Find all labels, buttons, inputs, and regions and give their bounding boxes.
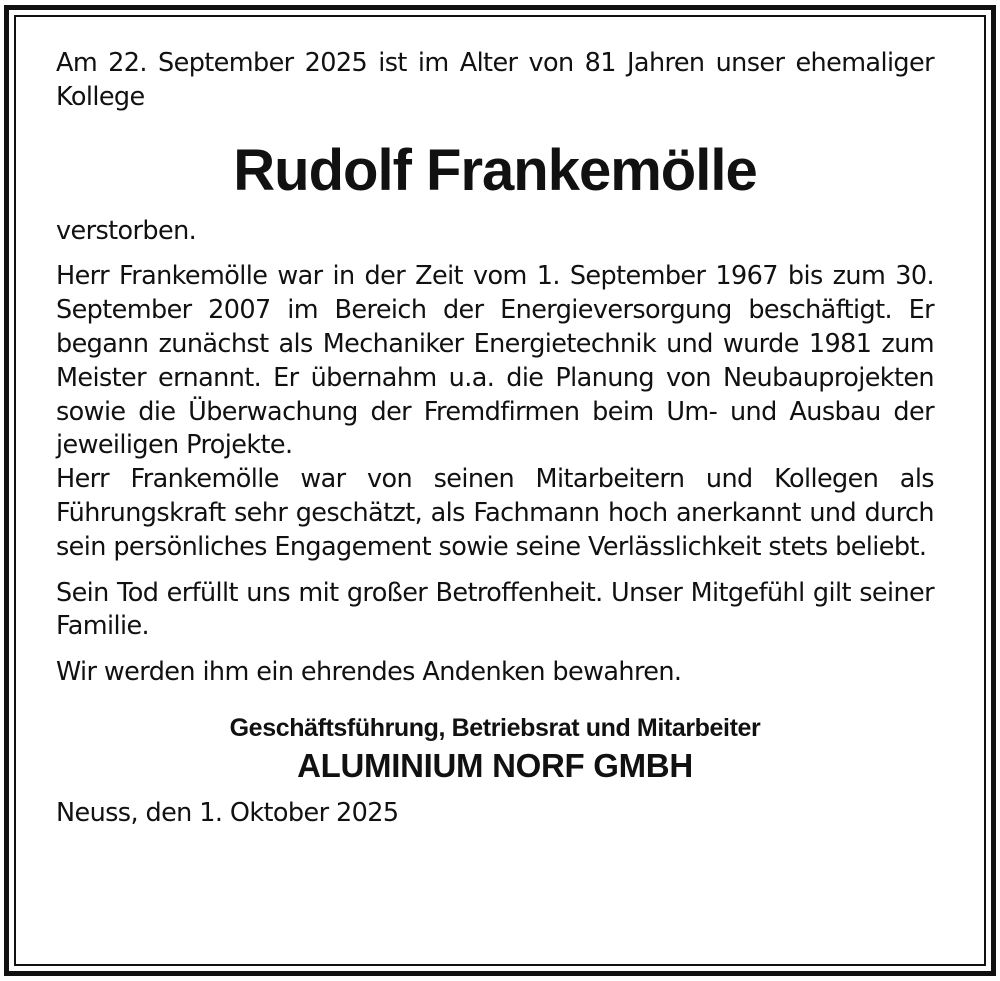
company-name: ALUMINIUM NORF GMBH bbox=[297, 746, 693, 784]
signers-line: Geschäftsführung, Betriebsrat und Mitarbeiter bbox=[229, 713, 761, 742]
remembrance-paragraph: Wir werden ihm ein ehrendes Andenken bewahren. bbox=[56, 657, 682, 688]
obituary-notice bbox=[56, 47, 934, 831]
condolence-paragraph: Sein Tod erfüllt uns mit großer Betroffenheit. Unser Mitgefühl gilt seiner Familie. bbox=[56, 577, 934, 642]
appreciation-paragraph: Herr Frankemölle war von seinen Mitarbeitern und Kollegen als Führungskraft sehr geschätzt, als Fachmann hoch anerkannt und durch sein persönliches Engagement sowie seine Verlässlichkeit stets beliebt. bbox=[56, 464, 934, 562]
intro-text: Am 22. September 2025 ist im Alter von 81 Jahren unser ehemaliger Kollege bbox=[56, 48, 934, 112]
deceased-name: Rudolf Frankemölle bbox=[233, 137, 757, 203]
place-date: Neuss, den 1. Oktober 2025 bbox=[56, 797, 399, 828]
career-paragraph: Herr Frankemölle war in der Zeit vom 1. September 1967 bis zum 30. September 2007 im Bereich der Energieversorgung beschäftigt. Er begann zunächst als Mechaniker Energietechnik und wurde 1981 zum Meister ernannt. Er übernahm u.a. die Planung von Neubauprojekten sowie die Überwachung der Fremdfirmen beim Um- und Ausbau der jeweiligen Projekte. bbox=[56, 261, 934, 461]
died-text: verstorben. bbox=[56, 215, 197, 246]
